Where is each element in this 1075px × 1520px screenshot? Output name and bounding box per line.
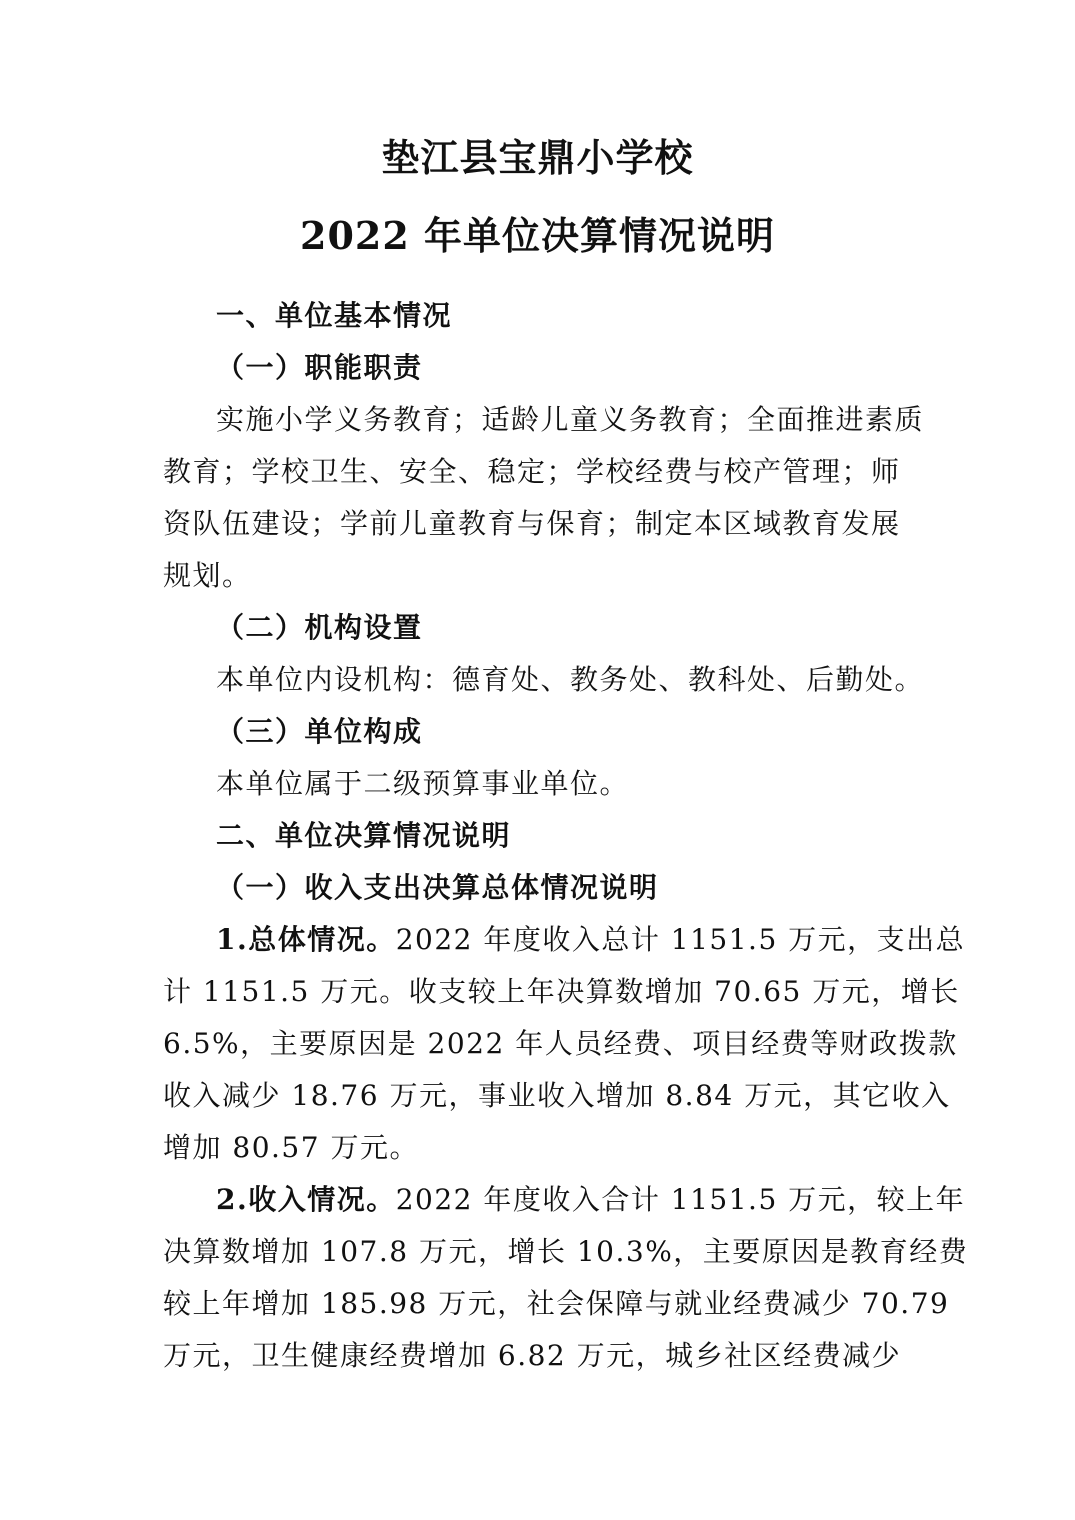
- document-body: [163, 290, 969, 1382]
- paragraph-line: 计 1151.5 万元。收支较上年决算数增加 70.65 万元，增长: [163, 975, 960, 1008]
- paragraph-overall: [163, 914, 966, 1174]
- paragraph-text: 2022 年度收入总计 1151.5 万元，支出总: [395, 923, 966, 956]
- paragraph-duties: [163, 394, 925, 602]
- paragraph-income: [163, 1174, 969, 1382]
- paragraph-structure: 本单位内设机构：德育处、教务处、教科处、后勤处。: [216, 663, 925, 696]
- paragraph-line: 教育；学校卫生、安全、稳定；学校经费与校产管理；师: [163, 455, 901, 488]
- subsection-heading-composition: （三）单位构成: [216, 715, 423, 748]
- subsection-heading-duties: （一）职能职责: [216, 351, 423, 384]
- paragraph-line: 6.5%，主要原因是 2022 年人员经费、项目经费等财政拨款: [163, 1027, 958, 1060]
- paragraph-text: 2022 年度收入合计 1151.5 万元，较上年: [395, 1183, 966, 1216]
- paragraph-line: 决算数增加 107.8 万元，增长 10.3%，主要原因是教育经费: [163, 1235, 969, 1268]
- paragraph-lead: 1.总体情况。: [216, 923, 396, 956]
- document-title: 垫江县宝鼎小学校: [381, 135, 694, 180]
- paragraph-line: 增加 80.57 万元。: [163, 1131, 419, 1164]
- paragraph-line: [163, 914, 966, 966]
- section-heading-1: 一、单位基本情况: [216, 299, 453, 332]
- paragraph-lead: 2.收入情况。: [216, 1183, 396, 1216]
- paragraph-line: 万元，卫生健康经费增加 6.82 万元，城乡社区经费减少: [163, 1339, 902, 1372]
- document-subtitle: 2022 年单位决算情况说明: [300, 213, 775, 258]
- paragraph-line: 规划。: [163, 559, 252, 592]
- paragraph-line: [163, 1174, 966, 1226]
- subsection-heading-structure: （二）机构设置: [216, 611, 423, 644]
- subsection-heading-overview: （一）收入支出决算总体情况说明: [216, 871, 659, 904]
- paragraph-line: 收入减少 18.76 万元，事业收入增加 8.84 万元，其它收入: [163, 1079, 951, 1112]
- paragraph-line: 资队伍建设；学前儿童教育与保育；制定本区域教育发展: [163, 507, 901, 540]
- paragraph-line: 较上年增加 185.98 万元，社会保障与就业经费减少 70.79: [163, 1287, 950, 1320]
- paragraph-composition: 本单位属于二级预算事业单位。: [216, 767, 630, 800]
- section-heading-2: 二、单位决算情况说明: [216, 819, 512, 852]
- paragraph-line: 实施小学义务教育；适龄儿童义务教育；全面推进素质: [216, 403, 925, 436]
